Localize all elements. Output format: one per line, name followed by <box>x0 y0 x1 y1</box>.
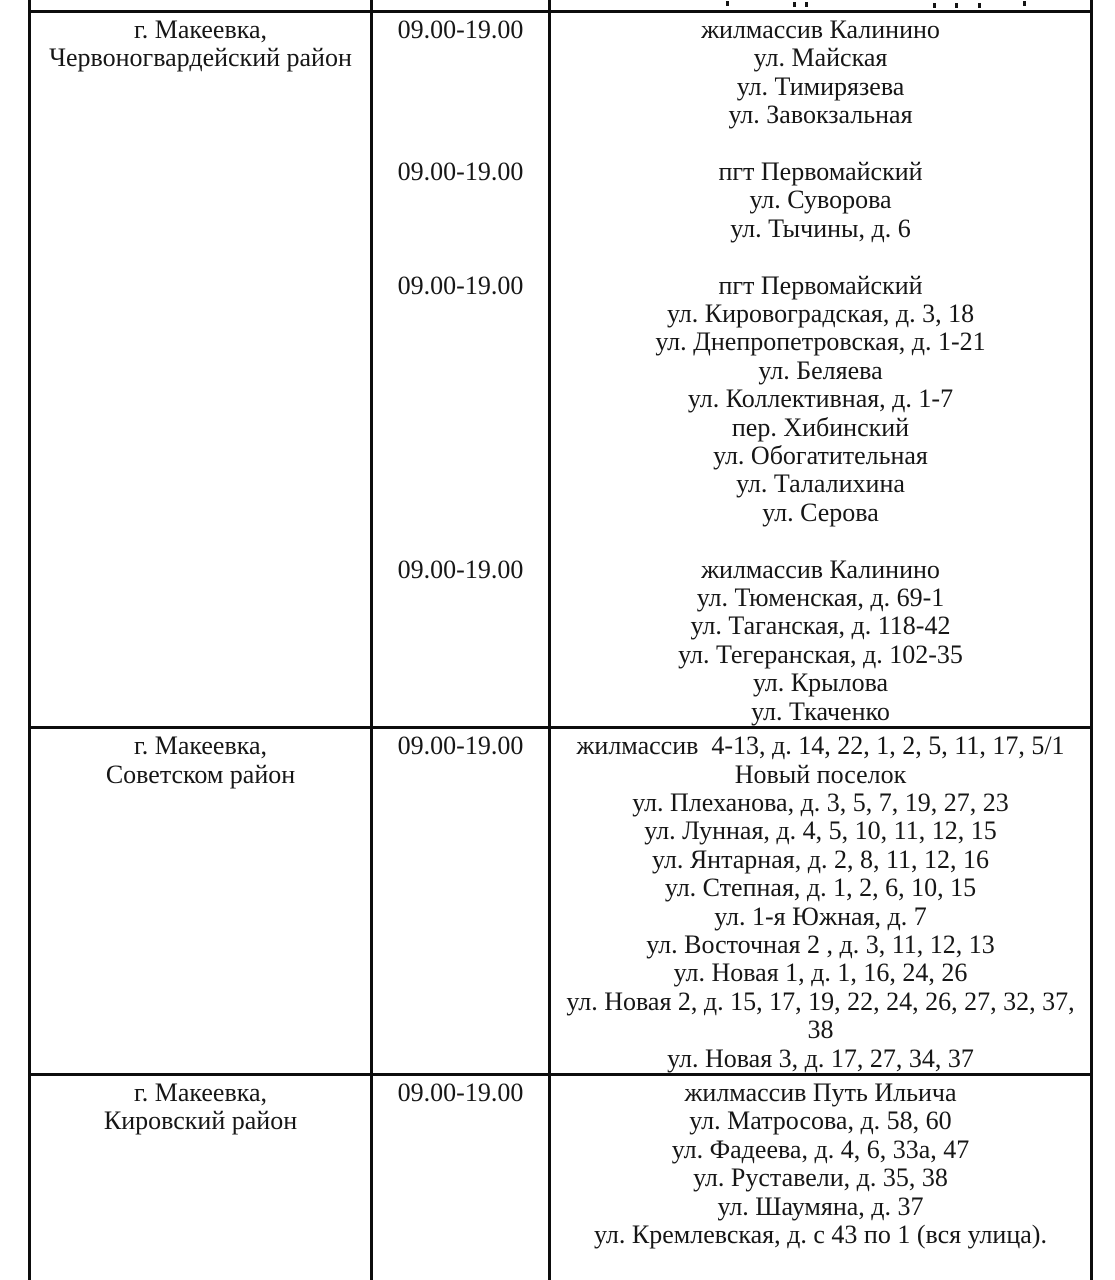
address-line: ул. Обогатительная <box>713 441 928 471</box>
time-cell <box>372 1074 550 1280</box>
schedule-table-body <box>30 0 1092 1280</box>
clipped-text-remnant <box>726 1 729 6</box>
address-line: ул. Тегеранская, д. 102-35 <box>678 639 963 669</box>
address-line: ул. Восточная 2 , д. 3, 11, 12, 13 <box>646 929 995 959</box>
address-line: ул. Суворова <box>749 185 892 215</box>
address-line: жилмассив Калинино <box>701 15 940 44</box>
address-line: пгт Первомайский <box>718 157 923 187</box>
time-cell <box>372 728 550 1075</box>
address-line: ул. Шаумяна, д. 37 <box>717 1191 924 1221</box>
address-line: ул. Новая 3, д. 17, 27, 34, 37 <box>667 1043 974 1073</box>
address-line: ул. Фадеева, д. 4, 6, 33а, 47 <box>671 1134 970 1164</box>
address-group <box>553 272 1088 528</box>
address-group <box>553 1079 1088 1249</box>
address-group <box>553 16 1088 130</box>
address-line: ул. Беляева <box>758 355 883 385</box>
address-line: ул. Кировоградская, д. 3, 18 <box>666 299 975 329</box>
address-line: ул. Таганская, д. 118-42 <box>690 611 951 641</box>
clipped-addresses-cell <box>550 0 1092 12</box>
address-line: ул. Коллективная, д. 1-7 <box>687 384 954 414</box>
address-line: Новый поселок <box>734 759 907 789</box>
address-line: ул. Янтарная, д. 2, 8, 11, 12, 16 <box>652 844 989 874</box>
address-line: ул. Тюменская, д. 69-1 <box>696 583 945 613</box>
district-line: г. Макеевка, <box>133 15 267 44</box>
address-line: ул. Плеханова, д. 3, 5, 7, 19, 27, 23 <box>632 787 1009 817</box>
clipped-top-row <box>30 0 1092 12</box>
clipped-time-cell <box>372 0 550 12</box>
addresses-cell <box>550 728 1092 1075</box>
address-line: пер. Хибинский <box>731 412 910 442</box>
district-cell <box>30 1074 372 1280</box>
address-line: пгт Первомайский <box>718 270 923 300</box>
address-line: жилмассив Калинино <box>701 554 940 584</box>
time-slot: 09.00-19.00 <box>397 15 524 44</box>
time-cell <box>372 12 550 728</box>
address-line: жилмассив 4-13, д. 14, 22, 1, 2, 5, 11, 17, 5/1 <box>576 731 1065 761</box>
district-row <box>30 1074 1092 1280</box>
address-line: ул. Завокзальная <box>728 100 913 130</box>
district-line: Кировский район <box>103 1106 298 1136</box>
address-line: ул. 1-я Южная, д. 7 <box>714 901 927 931</box>
time-slot: 09.00-19.00 <box>397 1077 524 1107</box>
address-line: ул. Серова <box>762 497 879 527</box>
address-line: ул. Новая 2, д. 15, 17, 19, 22, 24, 26, 27, 32, 37, 38 <box>566 986 1075 1045</box>
district-line: Червоногвардейский район <box>49 43 352 73</box>
address-line: ул. Майская <box>753 43 888 73</box>
address-line: ул. Степная, д. 1, 2, 6, 10, 15 <box>664 873 977 903</box>
time-slot: 09.00-19.00 <box>397 731 524 761</box>
address-line: ул. Ткаченко <box>751 696 890 726</box>
address-line: ул. Руставели, д. 35, 38 <box>693 1163 948 1193</box>
address-line: ул. Талалихина <box>736 469 905 499</box>
address-line: ул. Кремлевская, д. с 43 по 1 (вся улица). <box>594 1220 1047 1250</box>
address-group <box>553 732 1088 1073</box>
district-line: г. Макеевка, <box>133 1077 267 1107</box>
addresses-cell <box>550 12 1092 728</box>
address-line: жилмассив Путь Ильича <box>684 1077 957 1107</box>
address-group <box>553 556 1088 726</box>
address-line: ул. Днепропетровская, д. 1-21 <box>655 327 986 357</box>
address-line: ул. Тычины, д. 6 <box>730 213 911 243</box>
district-cell <box>30 728 372 1075</box>
addresses-cell <box>550 1074 1092 1280</box>
address-group <box>553 158 1088 243</box>
district-line: г. Макеевка, <box>133 731 267 761</box>
address-line: ул. Тимирязева <box>736 71 905 101</box>
time-slot: 09.00-19.00 <box>397 157 524 186</box>
time-slot: 09.00-19.00 <box>397 554 524 584</box>
address-line: ул. Новая 1, д. 1, 16, 24, 26 <box>673 958 968 988</box>
address-line: ул. Лунная, д. 4, 5, 10, 11, 12, 15 <box>644 816 997 846</box>
clipped-district-cell <box>30 0 372 12</box>
district-cell <box>30 12 372 728</box>
district-line: Советском район <box>105 759 296 789</box>
time-slot: 09.00-19.00 <box>397 270 524 300</box>
district-row <box>30 12 1092 728</box>
district-row <box>30 728 1092 1075</box>
outage-schedule-table <box>28 0 1093 1280</box>
address-line: ул. Крылова <box>752 668 889 698</box>
address-line: ул. Матросова, д. 58, 60 <box>689 1106 952 1136</box>
